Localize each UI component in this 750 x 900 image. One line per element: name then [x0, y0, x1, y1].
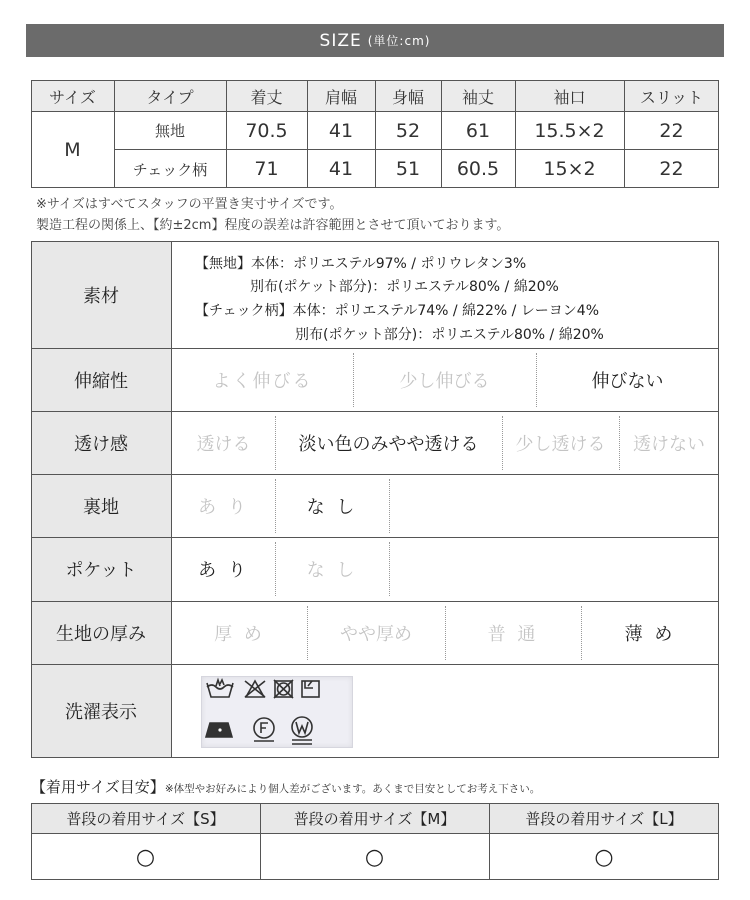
sheer-option-slight: 少し透ける [515, 433, 606, 455]
col-header-type: タイプ [146, 87, 194, 107]
col-header-sleeve: 袖丈 [461, 87, 494, 107]
pocket-option-no: な し [306, 560, 358, 581]
fit-table [31, 803, 719, 880]
note-line-1: ※サイズはすべてスタッフの平置き実寸サイズです。 [36, 197, 343, 212]
care-symbols [202, 677, 352, 747]
fit-title: 【着用サイズ目安】 [31, 778, 165, 796]
fit-note: ※体型やお好みにより個人差がございます。あくまで目安としてお考え下さい。 [164, 783, 541, 795]
table-cell: 71 [254, 158, 279, 180]
stretch-option-slight: 少し伸びる [399, 370, 490, 392]
table-cell: 15.5×2 [534, 119, 605, 142]
thickness-option-thick: 厚 め [214, 623, 265, 645]
stretch-option-high: よく伸びる [212, 370, 313, 392]
fit-mark-s: ○ [135, 844, 156, 870]
no-bleach-icon [245, 681, 265, 697]
lining-option-no: な し [306, 496, 358, 518]
note-line-2: 製造工程の関係上、【約±2cm】程度の誤差は許容範囲とさせて頂いております。 [36, 218, 510, 233]
fit-mark-m: ○ [364, 844, 385, 870]
label-thickness: 生地の厚み [56, 623, 146, 645]
lining-option-yes: あ り [198, 496, 249, 518]
col-header-chest: 身幅 [391, 87, 424, 107]
table-cell: 52 [395, 119, 421, 142]
col-header-shoulder: 肩幅 [324, 87, 357, 107]
sheer-option-light-colors: 淡い色のみやや透ける [298, 433, 479, 455]
col-header-cuff: 袖口 [553, 87, 586, 107]
material-line-2: 別布(ポケット部分)：ポリエステル80% / 綿20% [250, 279, 559, 295]
dry-clean-f-icon [254, 718, 274, 741]
unit-label: (単位:cm) [367, 34, 431, 48]
table-cell: 22 [659, 119, 684, 142]
col-header-size: サイズ [49, 87, 96, 107]
stretch-option-none: 伸びない [591, 370, 664, 392]
thickness-option-thin: 薄 め [624, 623, 676, 645]
spec-table [31, 241, 719, 758]
size-value: M [64, 139, 81, 161]
pocket-option-yes: あ り [198, 560, 249, 581]
col-header-length: 着丈 [250, 87, 283, 107]
table-cell: 61 [465, 119, 491, 142]
sheer-option-sheer: 透ける [196, 433, 251, 455]
col-header-slit: スリット [639, 87, 704, 107]
fit-mark-l: ○ [594, 844, 614, 870]
low-iron-icon [206, 723, 232, 737]
table-cell: 22 [659, 158, 684, 180]
table-cell: 15×2 [543, 158, 596, 180]
fit-header-l: 普段の着用サイズ【L】 [525, 809, 683, 828]
size-table [31, 80, 719, 188]
hand-wash-icon [207, 680, 233, 697]
size-header-bar [26, 24, 724, 57]
type-plain: 無地 [154, 122, 185, 140]
fit-header-m: 普段の着用サイズ【M】 [293, 809, 456, 828]
type-check: チェック柄 [132, 160, 208, 179]
label-stretch: 伸縮性 [74, 370, 128, 392]
no-tumble-dry-icon [274, 680, 293, 698]
label-pocket: ポケット [65, 560, 137, 581]
table-cell: 60.5 [456, 158, 500, 180]
size-title: SIZE [319, 30, 362, 51]
care-label [201, 676, 353, 748]
table-cell: 41 [328, 158, 354, 180]
material-line-4: 別布(ポケット部分)：ポリエステル80% / 綿20% [295, 327, 604, 343]
thickness-option-normal: 普 通 [487, 623, 539, 645]
label-care: 洗濯表示 [65, 702, 137, 723]
table-cell: 41 [328, 119, 354, 142]
line-dry-icon [302, 681, 319, 697]
material-line-1: 【無地】本体：ポリエステル97% / ポリウレタン3% [195, 256, 527, 272]
label-sheer: 透け感 [74, 433, 128, 455]
table-cell: 51 [395, 158, 421, 180]
material-line-3: 【チェック柄】本体：ポリエステル74% / 綿22% / レーヨン4% [195, 303, 599, 319]
label-lining: 裏地 [83, 496, 119, 518]
wet-clean-w-icon [292, 717, 312, 744]
fit-header-s: 普段の着用サイズ【S】 [66, 809, 225, 828]
sheer-option-none: 透けない [633, 433, 705, 455]
label-material: 素材 [83, 285, 119, 307]
thickness-option-slightly-thick: やや厚め [340, 623, 412, 645]
table-cell: 70.5 [245, 119, 288, 142]
fit-title-row [31, 776, 540, 797]
